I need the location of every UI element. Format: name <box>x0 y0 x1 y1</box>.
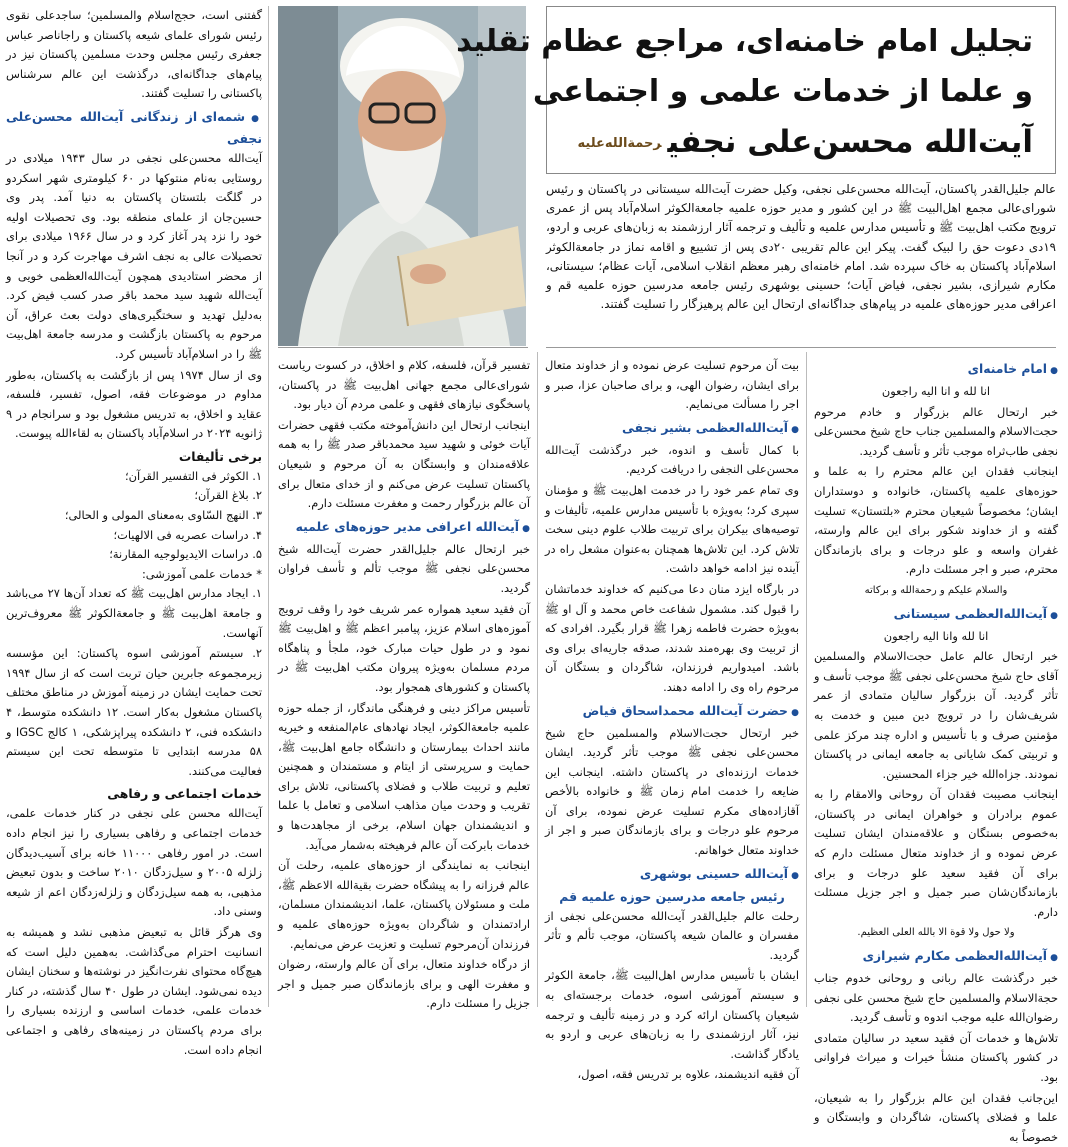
headline-line-1: تجلیل امام خامنه‌ای، مراجع عظام تقلید <box>456 24 1033 59</box>
heading-sistani: ● آیت‌الله‌العظمی سیستانی <box>814 604 1058 626</box>
paragraph: وی هرگز قائل به تبعیض مذهبی نشد و همیشه به انسانیت احترام می‌گذاشت. به‌همین دلیل است که هیچ‌گاه محتوای نفرت‌انگیز در نوشته‌ها و سخنان ایشان دیده نمی‌شود. ایشان در طول ۴۰ سال گذشته، در کنار خدمات علمی، خدمات اساسی و ارزنده بسیاری را برای مردم پاکستان در زمینه‌های رفاهی و اجتماعی انجام داده است. <box>6 924 262 1057</box>
paragraph: اینجانب به نمایندگی از حوزه‌های علمیه، رحلت آن عالم فرزانه را به پیشگاه حضرت بقیة‌الله الاعظم ﷺ، ملت و مسئولان پاکستان، علما، اندیشمندان مسلمان، ارادتمندان و شاگردان به‌ویژه حوزه‌های علمیه و فرزندان آن‌مرحوم تسلیت و تعزیت عرض می‌نمایم. <box>278 858 530 951</box>
paragraph: اینجانب مصیبت فقدان آن روحانی والامقام را به عموم برادران و خواهران ایمانی در پاکستان، به‌خصوص بستگان و علاقه‌مندان ایشان تسلیت عرض نموده و از خداوند متعال مسئلت دارم که برای آن فقید سعید علو درجات و برای بازماندگان‌شان صبر جمیل و اجر جزیل مسئلت دارم. <box>814 787 1058 919</box>
paragraph: آن فقیه اندیشمند، علاوه بر تدریس فقه، اصول، <box>577 1067 799 1082</box>
verse: انا لله وانا الیه راجعون <box>883 628 989 643</box>
headline-line-3: آیت‌الله محسن‌علی نجفیرحمة‌الله‌علیه <box>577 124 1033 160</box>
heading-bashir-najafi: ● آیت‌الله‌العظمی بشیر نجفی <box>545 418 799 440</box>
works-list <box>6 467 262 585</box>
paragraph: ایشان با تأسیس مدارس اهل‌البیت ﷺ، جامعة الکوثر و سیستم آموزشی اسوه، خدمات برجسته‌ای به شیعیان پاکستان ارائه کرد و در زمینه تألیف و ترجمه نیز، آثار ارزشمندی را به زبان‌های عربی و اردو به یادگار گذاشت. <box>545 968 799 1061</box>
paragraph: اینجانب ارتحال این دانش‌آموخته مکتب فقهی حضرات آیات خوئی و شهید سید محمدباقر صدر ﷺ را به همه علاقه‌مندان و وابستگان به آن مرحوم و شیعیان پاکستان تسلیت عرض می‌کنم و از خدای متعال برای آن عالم بزرگوار رحمت و مغفرت مسئلت دارم. <box>278 417 530 511</box>
paragraph: از درگاه خداوند متعال، برای آن عالم وارسته، رضوان و مغفرت الهی و برای بازماندگان صبر جمیل و اجر جزیل را مسئلت دارم. <box>278 957 530 1011</box>
paragraph: خبر ارتحال عالم بزرگوار و خادم مرحوم حجت‌الاسلام والمسلمین جناب حاج شیخ محسن‌علی نجفی طاب‌ثراه موجب تأثر و تأسف گردید. <box>814 404 1058 458</box>
paragraph: آن فقید سعید همواره عمر شریف خود را وقف ترویج آموزه‌های اسلام عزیز، پیامبر اعظم ﷺ و اهل‌بیت ﷺ نمود و در طول حیات مبارک خود، ملجأ و پناهگاه مردم مسلمان به‌ویژه پیروان مکتب اهل‌بیت ﷺ در پاکستان و کشورهای همجوار بود. <box>278 601 530 694</box>
column-left-mid <box>278 356 530 1011</box>
list-item: ۴. دراسات عصریه فی الالهیات؛ <box>113 527 262 542</box>
headline-box <box>456 6 1056 174</box>
verse: انا لله و انا الیه راجعون <box>881 384 991 398</box>
paragraph: وی تمام عمر خود را در خدمت اهل‌بیت ﷺ و مؤمنان سپری کرد؛ به‌ویژه با تأسیس مدارس علمیه، تألیفات و توصیه‌های بیکران برای تربیت طلاب علوم دینی سخت تلاش کرد. این تلاش‌ها همچنان به‌عنوان مشعل راه در آینده نیز ادامه خواهد داشت. <box>545 482 799 576</box>
heading-arafi: ● آیت‌الله اعرافی مدیر حوزه‌های علمیه <box>278 517 530 539</box>
paragraph: بیت آن مرحوم تسلیت عرض نموده و از خداوند متعال برای ایشان، رضوان الهی، و برای صاحبان عزا، صبر و اجر را مسألت می‌نمایم. <box>545 358 799 412</box>
heading-fayyaz: ● حضرت آیت‌الله محمداسحاق فیاض <box>545 701 799 723</box>
seal-calligraphy: رحمة‌الله‌علیه <box>577 135 662 151</box>
signature-line: ولا حول ولا قوة الا بالله العلی العظیم. <box>857 927 1015 939</box>
paragraph: آیت‌الله محسن‌علی نجفی در سال ۱۹۴۳ میلادی در روستایی به‌نام منتوکها در ۶۰ کیلومتری شهر اسکردو در گلگت بلتستان پاکستان به دنیا آمد. پدر وی حسین‌جان از علمای منطقه بود. وی تحصیلات اولیه خود را نزد پدر آغاز کرد و در سال ۱۹۶۶ میلادی برای تحصیلات عالی به نجف اشرف مهاجرت کرد و در آنجا از محضر استادیدی همچون آیت‌الله‌العظمی خویی و آیت‌الله شهید سید محمد باقر صدر کسب فیض کرد. به‌دلیل تهدید و سختگیری‌های دولت بعث عراق، آن مرحوم به پاکستان بازگشت و مدرسه جامعة اهل‌بیت ﷺ را در اسلام‌آباد تأسیس کرد. <box>6 150 262 361</box>
subheading-boushehri: رئیس جامعه مدرسین حوزه علمیه قم <box>559 888 785 904</box>
paragraph: رحلت عالم جلیل‌القدر آیت‌الله محسن‌علی نجفی از مفسران و عالمان شیعه پاکستان، موجب تألم و تأثر گردید. <box>545 908 799 962</box>
paragraph: ۲. سیستم آموزشی اسوه پاکستان: این مؤسسه زیرمجموعه جابرین حیان تربت است که از سال ۱۹۹۴ تحت حمایت ایشان در زمینه آموزش در مناطق مختلف پاکستان مشغول به‌کار است. ۱۲ دانشکده متوسط، ۴ دانشکده فنی، ۲ دانشکده پیراپزشکی، ۱ کالج IGSC و ۵۸ مدرسه ابتدایی تا متوسطه تحت این سیستم فعالیت می‌کنند. <box>6 646 263 778</box>
heading-makarem: ● آیت‌الله‌العظمی مکارم شیرازی <box>814 946 1058 968</box>
paragraph: خبر ارتحال عالم جلیل‌القدر حضرت آیت‌الله شیخ محسن‌علی نجفی ﷺ موجب تألم و تأسف فراوان گردید. <box>278 541 530 595</box>
heading-social-services: خدمات اجتماعی و رفاهی <box>107 786 262 802</box>
lead-paragraph: عالم جلیل‌القدر پاکستان، آیت‌الله محسن‌علی نجفی، وکیل حضرت آیت‌الله سیستانی در پاکستان و رئیس شورای‌عالی مجمع اهل‌البیت ﷺ در این کشور و مدیر حوزه علمیه جامعة‌الکوثر اسلام‌آباد پس از عمری ترویج مکتب اهل‌بیت ﷺ و تأسیس مدارس علمیه و تألیف و ترجمه آثار ارزشمند به زبان‌های عربی و اردو، ۱۹دی دعوت حق را لبیک گفت. پیکر این عالم تقریبی ۲۰دی پس از تشییع و اقامه نماز در جامعة‌الکوثر اسلام‌آباد پاکستان به خاک سپرده شد. امام خامنه‌ای رهبر معظم انقلاب اسلامی، آیات عظام؛ سیستانی، مکارم شیرازی، بشیر نجفی، فیاض آیات؛ حسینی بوشهری رئیس جامعه مدرسین حوزه علمیه قم و اعرافی مدیر حوزه‌های علمیه در پیام‌های جداگانه‌ای ارتحال این عالم پرهیزگار را تسلیت گفتند. <box>546 182 1056 312</box>
paragraph: خبر ارتحال حجت‌الاسلام والمسلمین حاج شیخ محسن‌علی نجفی ﷺ موجب تأثر گردید. ایشان خدمات ارزنده‌ای در پاکستان داشته. اینجانب این ضایعه را خدمت امام زمان ﷺ و خانواده بالأخص آقازاده‌های مکرم تسلیت عرض نموده، برای آن مرحوم علو درجات و برای بازماندگان صبر و اجر از خداوند متعال خواهانم. <box>545 725 799 858</box>
column-rule <box>806 352 807 1007</box>
paragraph: آیت‌الله محسن علی نجفی در کنار خدمات علمی، خدمات اجتماعی و رفاهی بسیاری را نیز انجام داده است. در امور رفاهی ۱۱۰۰۰ خانه برای آسیب‌دیدگان زلزله ۲۰۰۵ و سیل‌زدگان ۲۰۱۰ ساخت و بدون تبعیض مذهبی، به همه سیل‌زدگان و زلزله‌زدگان اعم از شیعه وسنی داد. <box>6 806 262 919</box>
divider <box>546 347 1056 348</box>
heading-khamenei: ● امام خامنه‌ای <box>814 359 1058 381</box>
paragraph: تلاش‌ها و خدمات آن فقید سعید در سالیان متمادی در کشور پاکستان منشأ خیرات و میراث فراوانی بود. <box>814 1030 1058 1084</box>
paragraph: در بارگاه ایزد منان دعا می‌کنیم که خداوند خدماتشان را قبول کند. مشمول شفاعت خاص محمد و آل او ﷺ به‌ویژه حضرت فاطمه زهرا ﷺ قرار بگیرد. افرادی که از تربیت وی بهره‌مند شدند، صدقه جاریه‌ای برای وی باشد. امیدواریم فرزندان، شاگردان و بستگان آن مرحوم راه وی را ادامه دهند. <box>545 581 799 694</box>
column-left <box>6 6 263 1057</box>
paragraph: خبر درگذشت عالم ربانی و روحانی خدوم جناب حجة‌الاسلام والمسلمین حاج شیخ محسن علی نجفی رضوان‌الله علیه موجب اندوه و تأسف گردید. <box>814 971 1058 1025</box>
list-item: ۲. بلاغ القرآن؛ <box>194 488 262 503</box>
heading-boushehri: ● آیت‌الله حسینی بوشهری <box>545 864 799 886</box>
list-item: ۵. دراسات الایدیولوجیه المقارنة؛ <box>109 547 262 562</box>
heading-works: برخی تألیفات <box>178 448 262 464</box>
column-rule <box>268 6 269 1007</box>
headline-line-2: و علما از خدمات علمی و اجتماعی <box>532 74 1033 109</box>
column-right <box>814 356 1058 1144</box>
paragraph: اینجانب فقدان این عالم محترم را به علما و حوزه‌های علمیه پاکستان، خانواده و دوستداران ایشان؛ مخصوصاً شیعیان محترم «بلتستان» تسلیت گفته و از خداوند شکور برای این عالم وارسته، غفران واسعه و علو درجات و برای بازماندگان محترم، صبر و اجر مسئلت دارم. <box>814 464 1058 577</box>
paragraph: با کمال تأسف و اندوه، خبر درگذشت آیت‌الله محسن‌علی النجفی را دریافت کردیم. <box>545 442 799 477</box>
paragraph: این‌جانب فقدان این عالم بزرگوار را به شیعیان، علما و فضلای پاکستان، شاگردان و وابستگان و خصوصاً به <box>814 1090 1058 1144</box>
paragraph: گفتنی است، حجج‌اسلام والمسلمین؛ ساجدعلی نقوی رئیس شورای علمای شیعه پاکستان و راجاناصر عباس جعفری رئیس مجلس وحدت مسلمین پاکستان نیز در پیام‌های جداگانه‌ای، درگذشت این عالم سرشناس پاکستانی را تسلیت گفتند. <box>6 8 262 101</box>
list-item: * خدمات علمی آموزشی: <box>141 566 262 581</box>
column-mid <box>545 356 799 1082</box>
heading-biography: ● شمه‌ای از زندگانی آیت‌الله محسن‌علی نجفی <box>6 107 262 148</box>
paragraph: تأسیس مراکز دینی و فرهنگی ماندگار، از جمله حوزه علمیه جامعة‌الکوثر، ایجاد نهادهای عام‌المنفعه و خیریه مانند احداث بیمارستان و دانشگاه جامع اهل‌بیت ﷺ، حمایت و سرپرستی از ایتام و مستمندان و همچنین تعلیم و تربیت طلاب و فضلای پاکستانی، تلاش برای تقریب و وحدت میان مذاهب اسلامی و تعامل با علما و اندیشمندان جهان اسلام، برخی از مجاهدت‌ها و خدمات بابرکت آن عالم فرهیخته به‌شمار می‌آید. <box>278 700 530 852</box>
paragraph: ۱. ایجاد مدارس اهل‌بیت ﷺ که تعداد آن‌ها ۲۷ می‌باشد و جامعة اهل‌بیت ﷺ و جامعة‌الکوثر ﷺ معروف‌ترین آنهاست. <box>6 586 262 640</box>
signature-line: والسلام علیکم و رحمة‌الله و برکاته <box>864 584 1008 596</box>
divider <box>278 347 528 348</box>
list-item: ۳. النهج السّاوی به‌معنای المولی و الحالی؛ <box>64 508 262 523</box>
column-rule <box>537 352 538 1007</box>
paragraph: وی از سال ۱۹۷۴ پس از بازگشت به پاکستان، به‌طور مداوم در موضوعات فقه، اصول، تفسیر، فلسفه، عقاید و اخلاق، به تدریس مشغول بود و سرانجام در ۹ ژانویه ۲۰۲۴ در اسلام‌آباد پاکستان به لقاءالله پیوست. <box>6 367 262 441</box>
list-item: ۱. الکوثر فی التفسیر القرآن؛ <box>125 468 262 483</box>
paragraph: تفسیر قرآن، فلسفه، کلام و اخلاق، در کسوت ریاست شورای‌عالی مجمع جهانی اهل‌بیت ﷺ در پاکستان، پاسخگوی نیازهای فقهی و علمی مردم آن دیار بود. <box>278 358 530 412</box>
paragraph: خبر ارتحال عالم عامل حجت‌الاسلام والمسلمین آقای حاج شیخ محسن‌علی نجفی ﷺ موجب تأسف و تأثر گردید. آن بزرگوار سالیان متمادی از عمر شریف‌شان را در ترویج دین مبین و خدمت به مؤمنین صرف و با تأسیس و اداره چند مرکز علمی و تربیتی کمک شایانی به جامعه ایمانی در پاکستان نمودند. جزاه‌الله خیر جزاء المحسنین. <box>814 649 1058 781</box>
